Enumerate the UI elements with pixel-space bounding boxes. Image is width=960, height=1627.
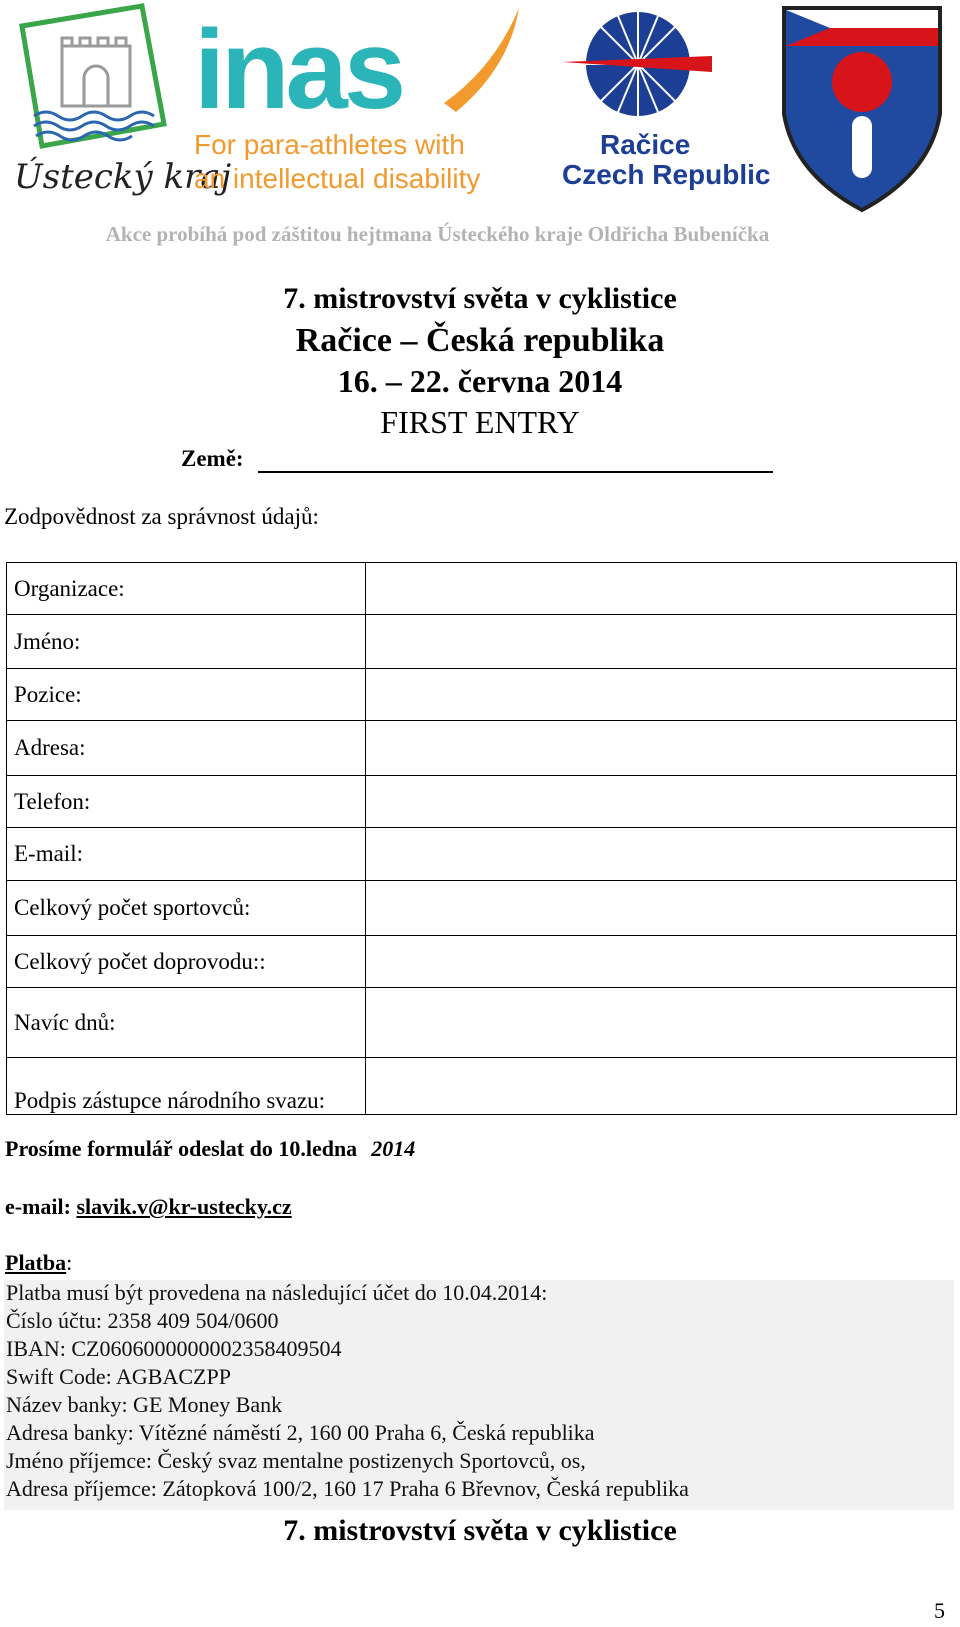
form-row-label: E-mail:: [7, 828, 366, 881]
event-title: 7. mistrovství světa v cyklistice: [283, 282, 677, 315]
payment-detail-line: Číslo účtu: 2358 409 504/0600: [6, 1308, 279, 1333]
form-row: [7, 828, 957, 881]
form-row-value: [365, 669, 956, 721]
form-row: [7, 669, 957, 721]
country-label: Země:: [181, 446, 244, 471]
form-row-value: [365, 936, 956, 988]
racice-logo-line2: Czech Republic: [562, 159, 771, 190]
email-line: [5, 1194, 292, 1220]
form-value-input[interactable]: [366, 882, 956, 935]
payment-heading-colon: :: [66, 1250, 73, 1275]
form-row-value: [365, 615, 956, 669]
payment-detail-line: Jméno příjemce: Český svaz mentalne postizenych Sportovců, os,: [6, 1448, 586, 1473]
entry-type: FIRST ENTRY: [380, 404, 580, 440]
footer-title: 7. mistrovství světa v cyklistice: [283, 1514, 677, 1547]
form-row: [7, 881, 957, 936]
payment-detail-line: IBAN: CZ0606000000002358409504: [6, 1336, 342, 1361]
email-link[interactable]: slavik.v@kr-ustecky.cz: [76, 1194, 292, 1219]
form-value-input[interactable]: [366, 1059, 956, 1114]
form-row-label: Jméno:: [7, 615, 366, 669]
form-row-label: Navíc dnů:: [7, 988, 366, 1058]
form-value-input[interactable]: [366, 937, 956, 987]
responsibility-note: Zodpovědnost za správnost údajů:: [4, 504, 319, 529]
page-number: 5: [934, 1598, 945, 1623]
form-value-input[interactable]: [366, 670, 956, 720]
deadline-text: Prosíme formulář odeslat do 10.ledna: [5, 1136, 358, 1161]
form-value-input[interactable]: [366, 989, 956, 1057]
form-row-value: [365, 721, 956, 776]
form-row-value: [365, 1058, 956, 1115]
form-row-label: Telefon:: [7, 776, 366, 828]
form-row-value: [365, 881, 956, 936]
form-value-input[interactable]: [366, 777, 956, 827]
email-label: e-mail:: [5, 1194, 71, 1219]
form-row: [7, 721, 957, 776]
racice-logo: [562, 6, 771, 192]
country-field[interactable]: [258, 471, 773, 473]
form-value-input[interactable]: [366, 722, 956, 775]
form-row: [7, 1058, 957, 1115]
payment-detail-line: Adresa příjemce: Zátopková 100/2, 160 17 Praha 6 Břevnov, Česká republika: [6, 1476, 689, 1501]
form-row-label: Podpis zástupce národního svazu:: [7, 1058, 366, 1115]
form-row-label: Pozice:: [7, 669, 366, 721]
deadline-year: 2014: [371, 1136, 416, 1161]
form-row-label: Adresa:: [7, 721, 366, 776]
inas-logo: [194, 8, 524, 198]
form-row-value: [365, 563, 956, 615]
form-row: [7, 776, 957, 828]
athlete-shield-logo: [780, 4, 944, 214]
deadline-note: [5, 1136, 415, 1162]
kraj-logo-text: Ústecký kraj: [14, 157, 232, 197]
form-value-input[interactable]: [366, 564, 956, 614]
form-row: [7, 988, 957, 1058]
patronage-note: Akce probíhá pod záštitou hejtmana Ústeckého kraje Oldřicha Bubeníčka: [105, 222, 770, 246]
form-row-value: [365, 988, 956, 1058]
form-row-label: Celkový počet sportovců:: [7, 881, 366, 936]
form-row: [7, 615, 957, 669]
racice-logo-line1: Račice: [600, 129, 691, 160]
inas-logo-name: inas: [194, 7, 403, 132]
event-dates: 16. – 22. června 2014: [337, 363, 623, 399]
payment-detail-line: Adresa banky: Vítězné náměstí 2, 160 00 Praha 6, Česká republika: [6, 1420, 595, 1445]
form-row: [7, 936, 957, 988]
form-row-label: Celkový počet doprovodu::: [7, 936, 366, 988]
payment-heading-text: Platba: [5, 1250, 67, 1275]
payment-detail-line: Swift Code: AGBACZPP: [6, 1364, 231, 1389]
payment-detail-line: Platba musí být provedena na následující účet do 10.04.2014:: [6, 1280, 548, 1305]
form-value-input[interactable]: [366, 616, 956, 668]
form-row: [7, 563, 957, 615]
form-row-value: [365, 776, 956, 828]
form-row-value: [365, 828, 956, 881]
form-value-input[interactable]: [366, 829, 956, 880]
payment-heading: [5, 1250, 72, 1276]
event-location: Račice – Česká republika: [295, 322, 665, 359]
ustecky-kraj-logo: [14, 6, 232, 204]
inas-tagline-2: an intellectual disability: [194, 163, 481, 194]
inas-tagline-1: For para-athletes with: [194, 129, 465, 160]
payment-detail-line: Název banky: GE Money Bank: [6, 1392, 283, 1417]
entry-form-table: [6, 562, 957, 1115]
form-row-label: Organizace:: [7, 563, 366, 615]
